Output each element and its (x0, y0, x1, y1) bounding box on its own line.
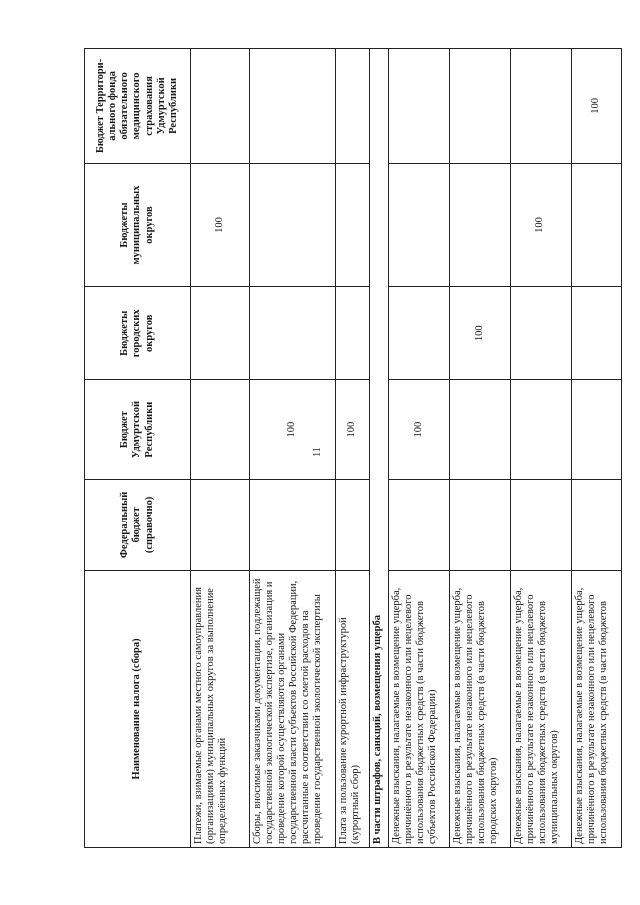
city-value: 100 (449, 287, 510, 380)
city-value (571, 287, 622, 380)
federal-value (249, 479, 335, 570)
tax-name-cell: Денежные взыскания, налагаемые в возмещение ущерба, причинённого в результате незаконного или нецелевого использования бюджетных средств (в части бюджетов городских округов) (449, 570, 510, 847)
udmurt-value: 100 (249, 380, 335, 480)
federal-value (191, 479, 250, 570)
tax-name-cell: Денежные взыскания, налагаемые в возмещение ущерба, причинённого в результате незаконного или нецелевого использования бюджетных средств (в части бюджетов муниципальных округов) (510, 570, 571, 847)
federal-value (388, 479, 449, 570)
municipal-value (571, 163, 622, 286)
udmurt-value: 100 (336, 380, 370, 480)
municipal-value (388, 163, 449, 286)
fund-value (388, 49, 449, 164)
fund-value (336, 49, 370, 164)
document-table-wrapper (84, 48, 622, 848)
udmurt-value (191, 380, 250, 480)
udmurt-value (571, 380, 622, 480)
fund-value (249, 49, 335, 164)
federal-value (449, 479, 510, 570)
table-row (336, 49, 370, 848)
section-title: В части штрафов, санкций, возмещения ущерба (369, 49, 388, 848)
tax-name-cell: Денежные взыскания, налагаемые в возмещение ущерба, причинённого в результате незаконного или нецелевого использования бюджетных средств (в части бюджетов субъектов Российской Федерации) (388, 570, 449, 847)
municipal-value: 100 (191, 163, 250, 286)
federal-value (571, 479, 622, 570)
tax-name-cell: Денежные взыскания, налагаемые в возмещение ущерба, причинённого в результате незаконного или нецелевого использования бюджетных средств (в части бюджетов (571, 570, 622, 847)
municipal-value (336, 163, 370, 286)
federal-value (336, 479, 370, 570)
tax-distribution-table (84, 48, 622, 848)
udmurt-value (449, 380, 510, 480)
table-row (191, 49, 250, 848)
header-territorial-fund: Бюджет Территори-ального фонда обязательного медицинского страхования Удмуртской Республики (85, 49, 191, 164)
tax-name-cell: Сборы, вносимые заказчиками документации, подлежащей государственной экологической экспертизе, организация и проведение которой осуществляются органами государственной власти субъектов Российской Федерации, рассчитанные в соответствии со сметой расходов на проведение государственной экологической экспертизы (249, 570, 335, 847)
fund-value (191, 49, 250, 164)
tax-name-cell: Платежи, взимаемые органами местного самоуправления (организациями) муниципальных округов за выполнение определённых функций (191, 570, 250, 847)
table-row (449, 49, 510, 848)
table-row (510, 49, 571, 848)
table-row (249, 49, 335, 848)
header-tax-name: Наименование налога (сбора) (85, 570, 191, 847)
fund-value (510, 49, 571, 164)
section-row (369, 49, 388, 848)
city-value (336, 287, 370, 380)
municipal-value: 100 (510, 163, 571, 286)
page-number: 11 (312, 447, 323, 457)
table-header-row (85, 49, 191, 848)
udmurt-value: 100 (388, 380, 449, 480)
city-value (388, 287, 449, 380)
table-row (571, 49, 622, 848)
header-udmurt-budget: Бюджет Удмуртской Республики (85, 380, 191, 480)
municipal-value (249, 163, 335, 286)
tax-name-cell: Плата за пользование курортной инфраструктурой (курортный сбор) (336, 570, 370, 847)
udmurt-value (510, 380, 571, 480)
municipal-value (449, 163, 510, 286)
header-municipal-budgets: Бюджеты муниципальных округов (85, 163, 191, 286)
table-row (388, 49, 449, 848)
city-value (191, 287, 250, 380)
city-value (510, 287, 571, 380)
header-federal-budget: Федеральный бюджет (справочно) (85, 479, 191, 570)
federal-value (510, 479, 571, 570)
fund-value: 100 (571, 49, 622, 164)
city-value (249, 287, 335, 380)
fund-value (449, 49, 510, 164)
header-city-budgets: Бюджеты городских округов (85, 287, 191, 380)
